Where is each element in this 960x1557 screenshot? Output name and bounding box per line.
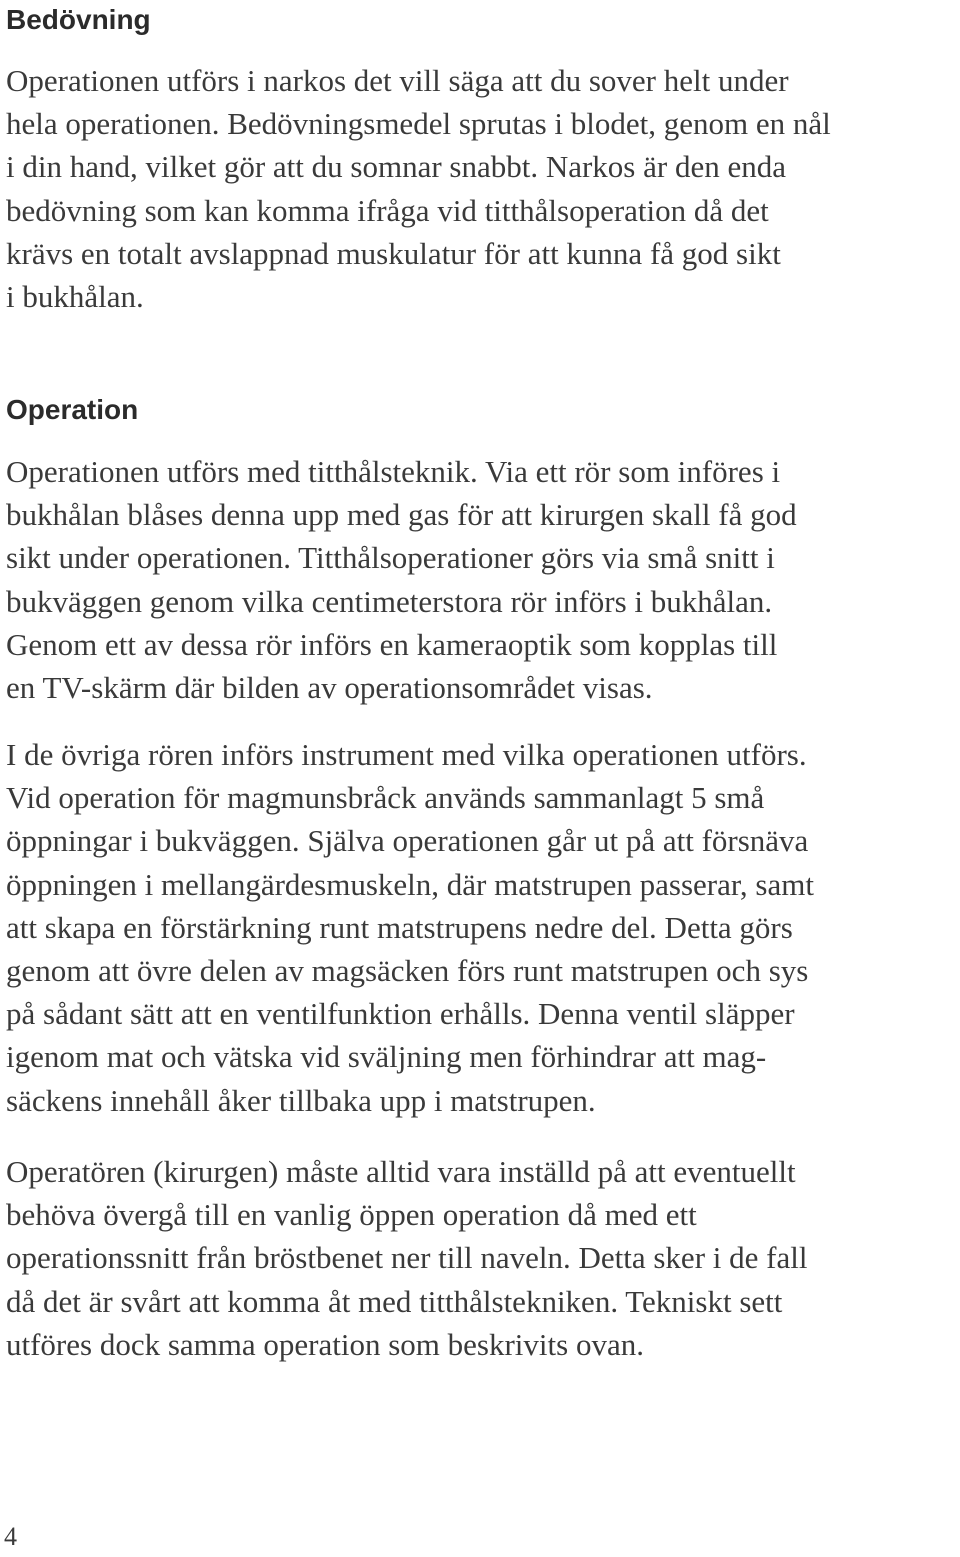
text-line: operationssnitt från bröstbenet ner till naveln. Detta sker i de fall [6,1240,808,1276]
text-line: hela operationen. Bedövningsmedel sprutas i blodet, genom en nål [6,106,831,142]
text-line: behöva övergå till en vanlig öppen operation då med ett [6,1197,697,1233]
text-line: bukväggen genom vilka centimeterstora rör införs i bukhålan. [6,583,773,619]
text-line: Operatören (kirurgen) måste alltid vara inställd på att eventuellt [6,1154,796,1189]
paragraph-open-surgery [6,1150,956,1366]
text-line: krävs en totalt avslappnad muskulatur för att kunna få god sikt [6,235,781,271]
paragraph-anesthesia [6,59,956,318]
text-line: säckens innehåll åker tillbaka upp i matstrupen. [6,1082,596,1118]
section-heading-bedovning: Bedövning [6,4,151,35]
text-line: i din hand, vilket gör att du somnar snabbt. Narkos är den enda [6,149,786,185]
text-line: då det är svårt att komma åt med titthålstekniken. Tekniskt sett [6,1283,783,1319]
text-line: I de övriga rören införs instrument med vilka operationen utförs. [6,737,807,772]
text-line: bedövning som kan komma ifråga vid titthålsoperation då det [6,192,769,228]
text-line: på sådant sätt att en ventilfunktion erhålls. Denna ventil släpper [6,996,795,1032]
text-line: Operationen utförs i narkos det vill säga att du sover helt under [6,63,789,98]
text-line: genom att övre delen av magsäcken förs runt matstrupen och sys [6,953,809,989]
text-line: Operationen utförs med titthålsteknik. Via ett rör som införes i [6,454,781,489]
paragraph-operation-procedure [6,733,956,1122]
text-line: Genom ett av dessa rör införs en kameraoptik som kopplas till [6,626,778,662]
text-line: utföres dock samma operation som beskrivits ovan. [6,1326,644,1362]
text-line: att skapa en förstärkning runt matstrupens nedre del. Detta görs [6,909,793,945]
text-line: en TV-skärm där bilden av operationsområdet visas. [6,670,653,706]
text-line: bukhålan blåses denna upp med gas för att kirurgen skall få god [6,497,797,533]
text-line: Vid operation för magmunsbråck används sammanlagt 5 små [6,780,765,816]
text-line: sikt under operationen. Titthålsoperationer görs via små snitt i [6,540,775,576]
text-line: igenom mat och vätska vid sväljning men förhindrar att mag- [6,1039,767,1075]
section-heading-operation: Operation [6,394,139,425]
paragraph-operation-technique [6,450,956,709]
text-line: öppningar i bukväggen. Själva operationen går ut på att försnäva [6,823,809,859]
page-number: 4 [4,1522,17,1551]
text-line: öppningen i mellangärdesmuskeln, där matstrupen passerar, samt [6,866,814,902]
text-line: i bukhålan. [6,279,144,315]
